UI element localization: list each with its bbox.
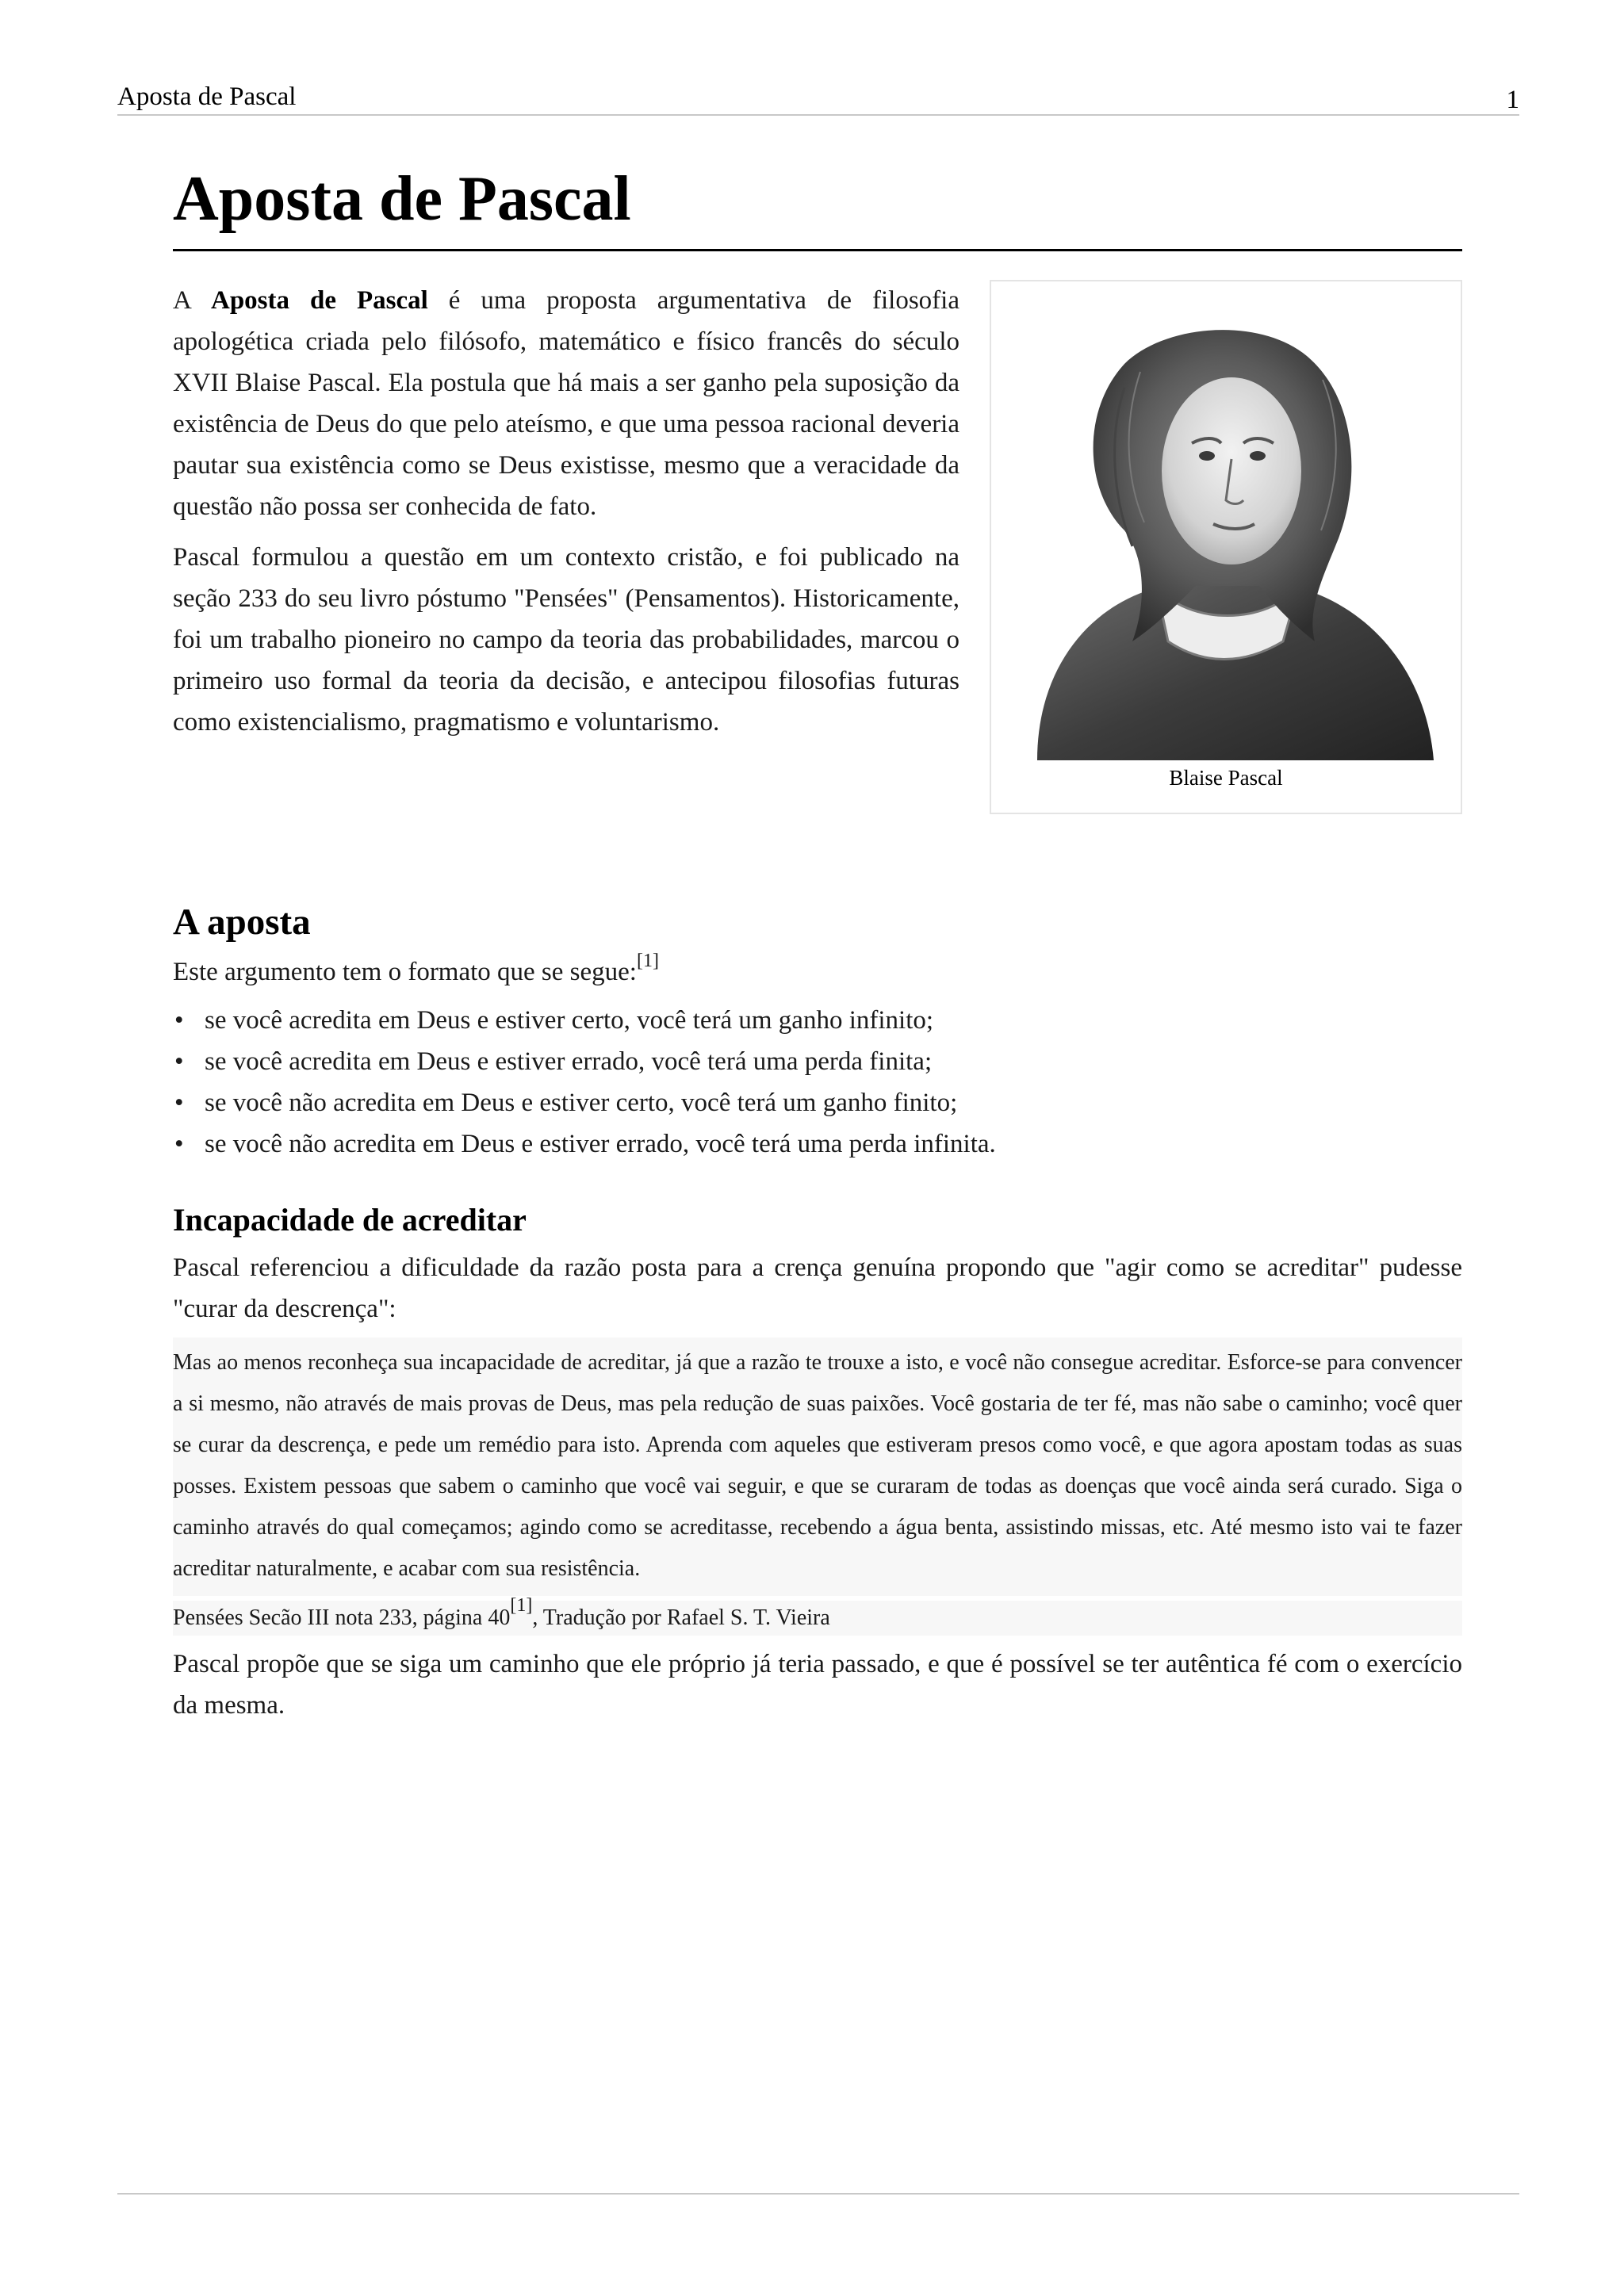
- bullet-icon: •: [174, 1047, 184, 1076]
- list-item-text: se você acredita em Deus e estiver errado, você terá uma perda finita;: [205, 1047, 933, 1076]
- list-item-text: se você não acredita em Deus e estiver certo, você terá um ganho finito;: [205, 1089, 958, 1117]
- bullet-icon: •: [174, 1006, 184, 1035]
- incapacidade-paragraph: Pascal referenciou a dificuldade da razão posta para a crença genuína propondo que "agir como se acreditar" pudesse "curar da descrença":: [173, 1253, 1462, 1323]
- intro-paragraph-1: [173, 280, 959, 527]
- wager-bullet-list: [173, 1000, 1462, 1165]
- list-item: [173, 1082, 1462, 1123]
- quote-source: [173, 1595, 1462, 1636]
- article-title: Aposta de Pascal: [173, 155, 1462, 251]
- intro-p1-lead: A: [173, 286, 211, 315]
- footer-divider: [117, 2193, 1519, 2195]
- page-number: 1: [1506, 86, 1519, 114]
- intro-text: [173, 280, 959, 743]
- list-item-text: se você acredita em Deus e estiver certo, você terá um ganho infinito;: [205, 1006, 934, 1035]
- aposta-lead-paragraph: [173, 952, 1462, 992]
- section-heading-incapacidade: Incapacidade de acreditar: [173, 1202, 527, 1238]
- closing-paragraph: Pascal propõe que se siga um caminho que ele próprio já teria passado, e que é possível se ter autêntica fé com o exercício da mesma.: [173, 1650, 1462, 1720]
- intro-section: [173, 280, 1462, 827]
- list-item: [173, 1041, 1462, 1082]
- reference-link[interactable]: [1]: [636, 951, 659, 972]
- portrait-figure: [990, 280, 1462, 814]
- list-item: [173, 1123, 1462, 1165]
- section-heading-a-aposta: A aposta: [173, 901, 311, 943]
- reference-link[interactable]: [1]: [510, 1595, 533, 1617]
- article: [173, 155, 1462, 1726]
- blaise-pascal-portrait: [1005, 293, 1450, 760]
- figure-caption: Blaise Pascal: [1169, 766, 1283, 790]
- quote-source-translator: , Tradução por Rafael S. T. Vieira: [532, 1605, 830, 1630]
- aposta-lead-text: Este argumento tem o formato que se segue:: [173, 958, 637, 986]
- list-item: [173, 1000, 1462, 1041]
- quote-source-text: Pensées Secão III nota 233, página 40: [173, 1605, 511, 1630]
- page-header: [117, 79, 1519, 116]
- intro-p1-rest: é uma proposta argumentativa de filosofia apologética criada pelo filósofo, matemático e físico francês do século XVII Blaise Pascal. Ela postula que há mais a ser ganho pela suposição da existência de Deus do que pelo ateísmo, e que uma pessoa racional deveria pautar sua existência como se Deus existisse, mesmo que a veracidade da questão não possa ser conhecida de fato.: [173, 286, 959, 521]
- running-title: Aposta de Pascal: [117, 82, 297, 111]
- bullet-icon: •: [174, 1130, 184, 1158]
- intro-p1-bold-term: Aposta de Pascal: [210, 286, 428, 315]
- intro-paragraph-2: Pascal formulou a questão em um contexto cristão, e foi publicado na seção 233 do seu livro póstumo "Pensées" (Pensamentos). Historicamente, foi um trabalho pioneiro no campo da teoria das probabilidades, marcou o primeiro uso formal da teoria da decisão, e antecipou filosofias futuras como existencialismo, pragmatismo e voluntarismo.: [173, 543, 959, 737]
- quote-block: Mas ao menos reconheça sua incapacidade de acreditar, já que a razão te trouxe a isto, e você não consegue acreditar. Esforce-se para convencer a si mesmo, não através de mais provas de Deus, mas pela redução de suas paixões. Você gostaria de ter fé, mas não sabe o caminho; você quer se curar da descrença, e pede um remédio para isto. Aprenda com aqueles que estiveram presos como você, e que agora apostam todas as suas posses. Existem pessoas que sabem o caminho que você vai seguir, e que se curaram de todas as doenças que você ainda será curado. Siga o caminho através do qual começamos; agindo como se acreditasse, recebendo a água benta, assistindo missas, etc. Até mesmo isto vai te fazer acreditar naturalmente, e acabar com sua resistência.: [173, 1337, 1462, 1596]
- bullet-icon: •: [174, 1089, 184, 1117]
- list-item-text: se você não acredita em Deus e estiver errado, você terá uma perda infinita.: [205, 1130, 996, 1158]
